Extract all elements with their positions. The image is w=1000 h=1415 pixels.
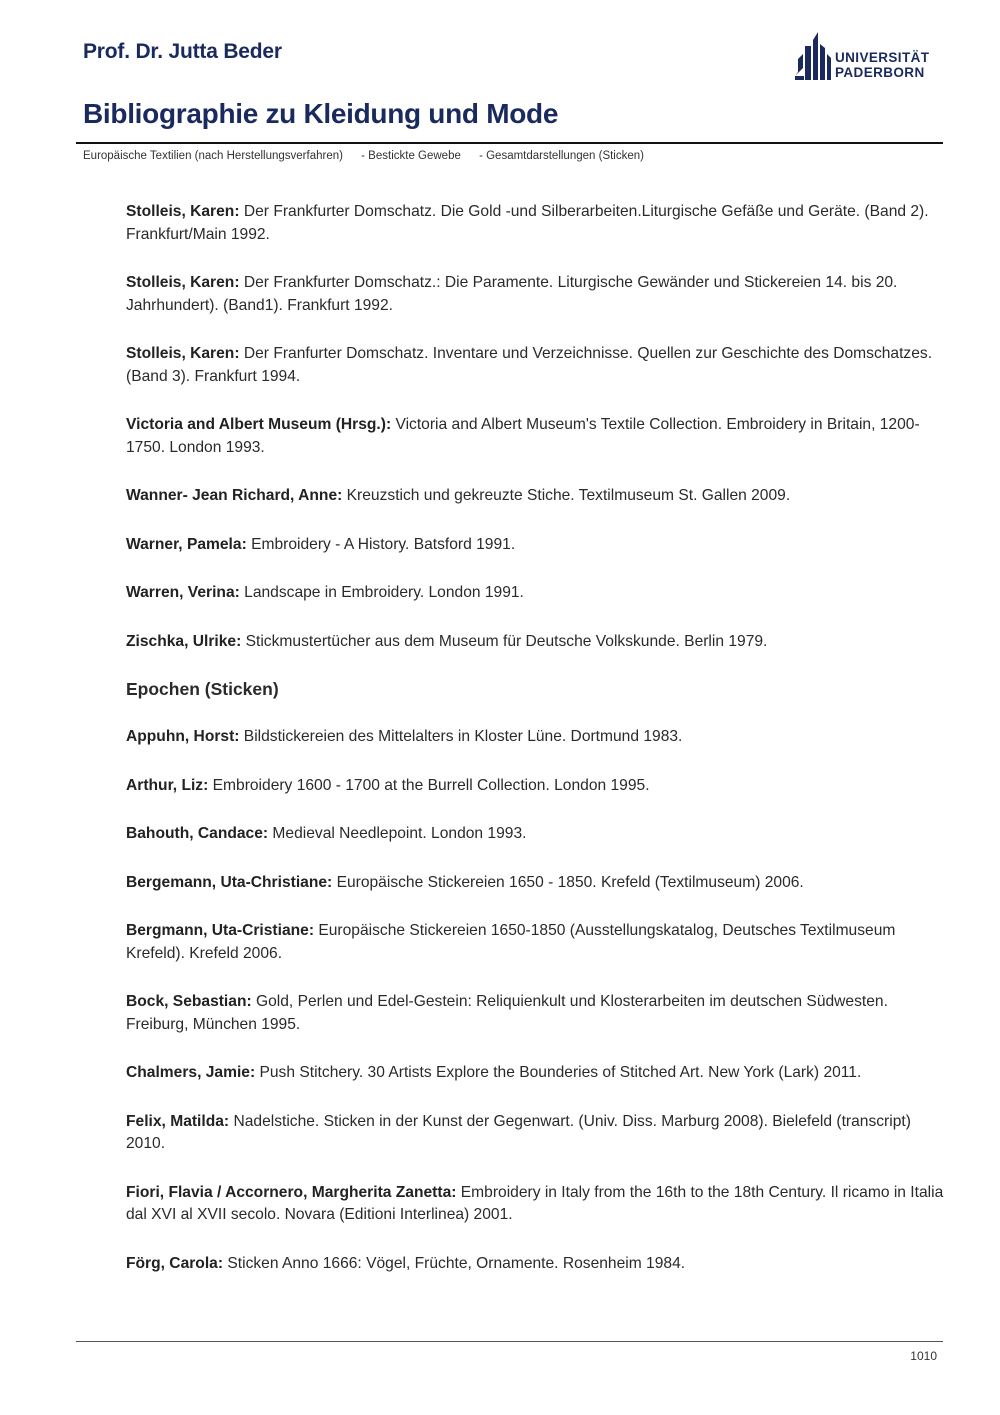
entry-text: Kreuzstich und gekreuzte Stiche. Textilmuseum St. Gallen 2009. bbox=[342, 487, 791, 504]
entry-author: Bergemann, Uta-Christiane: bbox=[126, 873, 333, 891]
entry-text: Embroidery in Italy from the 16th to the 18th Century. Il ricamo in Italia dal XVI al XVII secolo. Novara (Editioni Interlinea) 2001. bbox=[126, 1183, 944, 1223]
entry-author: Wanner- Jean Richard, Anne: bbox=[126, 487, 343, 504]
entry-text: Bildstickereien des Mittelalters in Kloster Lüne. Dortmund 1983. bbox=[239, 728, 683, 745]
entry-text: Nadelstiche. Sticken in der Kunst der Gegenwart. (Univ. Diss. Marburg 2008). Bielefeld (transcript) 2010. bbox=[126, 1112, 911, 1152]
bibliography-entry bbox=[126, 1111, 946, 1156]
bibliography-entry bbox=[126, 201, 946, 246]
entry-text: Landscape in Embroidery. London 1991. bbox=[239, 584, 524, 601]
entry-text: Push Stitchery. 30 Artists Explore the Bounderies of Stitched Art. New York (Lark) 2011. bbox=[255, 1064, 862, 1081]
page-number: 1010 bbox=[910, 1349, 937, 1363]
bibliography-entry bbox=[126, 991, 946, 1036]
entry-author: Bock, Sebastian: bbox=[126, 993, 252, 1010]
entry-text: Medieval Needlepoint. London 1993. bbox=[268, 825, 527, 842]
entry-text: Der Franfurter Domschatz. Inventare und Verzeichnisse. Quellen zur Geschichte des Domschatzes. (Band 3). Frankfurt 1994. bbox=[126, 345, 933, 385]
entry-author: Stolleis, Karen: bbox=[126, 274, 240, 291]
footer-divider bbox=[76, 1341, 943, 1342]
entry-text: Europäische Stickereien 1650 - 1850. Krefeld (Textilmuseum) 2006. bbox=[332, 873, 804, 891]
entry-author: Felix, Matilda: bbox=[126, 1112, 230, 1130]
bibliography-entry bbox=[126, 485, 946, 508]
entry-author: Arthur, Liz: bbox=[126, 776, 209, 794]
entry-author: Warren, Verina: bbox=[126, 584, 240, 601]
entry-author: Appuhn, Horst: bbox=[126, 728, 240, 745]
entry-author: Stolleis, Karen: bbox=[126, 203, 240, 220]
entry-text: Gold, Perlen und Edel-Gestein: Reliquienkult und Klosterarbeiten im deutschen Südwesten. Freiburg, München 1995. bbox=[126, 993, 888, 1033]
entry-text: Embroidery - A History. Batsford 1991. bbox=[246, 535, 516, 553]
entry-text: Europäische Stickereien 1650-1850 (Ausstellungskatalog, Deutsches Textilmuseum Krefeld). Krefeld 2006. bbox=[126, 922, 896, 962]
bibliography-entry bbox=[126, 823, 946, 846]
author-name: Prof. Dr. Jutta Beder bbox=[83, 40, 282, 63]
breadcrumb bbox=[83, 150, 644, 162]
bibliography-entry bbox=[126, 1062, 946, 1085]
entry-text: Sticken Anno 1666: Vögel, Früchte, Ornamente. Rosenheim 1984. bbox=[223, 1254, 686, 1272]
entry-author: Victoria and Albert Museum (Hrsg.): bbox=[126, 416, 392, 433]
entry-author: Bergmann, Uta-Cristiane: bbox=[126, 922, 315, 939]
breadcrumb-item: - Bestickte Gewebe bbox=[361, 150, 461, 162]
entry-author: Bahouth, Candace: bbox=[126, 825, 269, 842]
bibliography-entry bbox=[126, 726, 946, 749]
entry-author: Förg, Carola: bbox=[126, 1254, 224, 1272]
entry-text: Der Frankfurter Domschatz. Die Gold -und Silberarbeiten.Liturgische Gefäße und Geräte. (Band 2). Frankfurt/Main 1992. bbox=[126, 203, 929, 243]
bibliography-entry bbox=[126, 414, 946, 459]
section-heading: Epochen (Sticken) bbox=[126, 679, 279, 699]
breadcrumb-item: Europäische Textilien (nach Herstellungsverfahren) bbox=[83, 150, 343, 162]
bibliography-entry bbox=[126, 920, 946, 965]
entry-author: Stolleis, Karen: bbox=[126, 345, 240, 362]
university-logo bbox=[794, 32, 934, 82]
university-logo-icon bbox=[794, 32, 832, 82]
bibliography-list bbox=[126, 201, 946, 1301]
bibliography-entry bbox=[126, 582, 946, 605]
bibliography-entry bbox=[126, 775, 946, 798]
bibliography-entry bbox=[126, 1253, 946, 1276]
bibliography-entry bbox=[126, 343, 946, 388]
bibliography-entry bbox=[126, 272, 946, 317]
bibliography-entry bbox=[126, 872, 946, 895]
entry-text: Victoria and Albert Museum's Textile Collection. Embroidery in Britain, 1200-1750. London 1993. bbox=[126, 416, 920, 456]
bibliography-entry bbox=[126, 534, 946, 557]
logo-text-line-2: PADERBORN bbox=[835, 65, 925, 80]
logo-text-line-1: UNIVERSITÄT bbox=[835, 50, 930, 65]
entry-author: Fiori, Flavia / Accornero, Margherita Zanetta: bbox=[126, 1183, 457, 1201]
entry-author: Warner, Pamela: bbox=[126, 535, 247, 553]
entry-text: Der Frankfurter Domschatz.: Die Paramente. Liturgische Gewänder und Stickereien 14. bis 20. Jahrhundert). (Band1). Frankfurt 1992. bbox=[126, 274, 898, 314]
document-title: Bibliographie zu Kleidung und Mode bbox=[83, 98, 559, 129]
entry-author: Zischka, Ulrike: bbox=[126, 632, 242, 650]
entry-author: Chalmers, Jamie: bbox=[126, 1064, 256, 1081]
title-divider bbox=[76, 142, 943, 144]
entry-text: Embroidery 1600 - 1700 at the Burrell Collection. London 1995. bbox=[208, 776, 650, 794]
entry-text: Stickmustertücher aus dem Museum für Deutsche Volkskunde. Berlin 1979. bbox=[241, 632, 768, 650]
bibliography-entry bbox=[126, 1182, 946, 1227]
bibliography-entry bbox=[126, 631, 946, 654]
breadcrumb-item: - Gesamtdarstellungen (Sticken) bbox=[479, 150, 644, 162]
